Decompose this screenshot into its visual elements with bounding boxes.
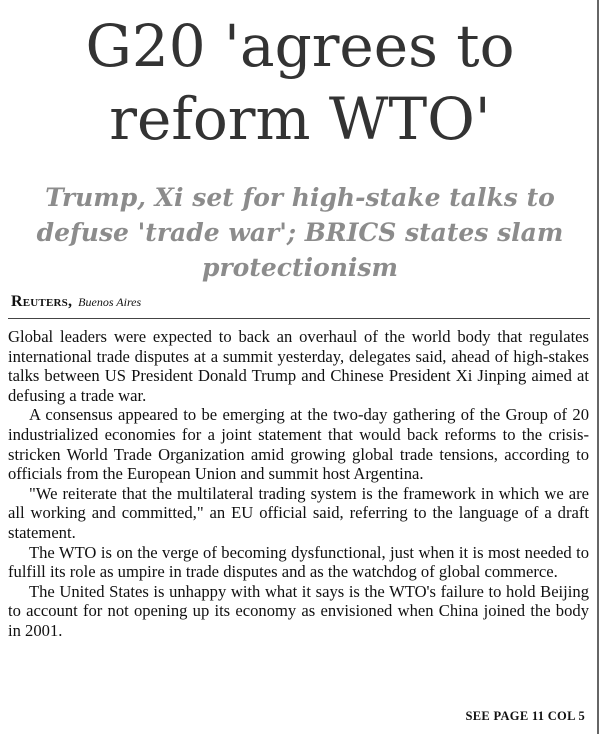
article-paragraph: Global leaders were expected to back an overhaul of the world body that regulates international trade disputes at a summit yesterday, delegates said, ahead of high-stakes talks between US President Donald Trump and Chinese President Xi Jinping aimed at defusing a trade war. xyxy=(8,327,589,405)
continuation-line: SEE PAGE 11 COL 5 xyxy=(465,709,585,723)
article-paragraph: The United States is unhappy with what it says is the WTO's failure to hold Beijing to account for not opening up its economy as envisioned when China joined the body in 2001. xyxy=(8,581,589,640)
byline-divider xyxy=(8,318,590,319)
article-paragraph: The WTO is on the verge of becoming dysfunctional, just when it is most needed to fulfill its role as umpire in trade disputes and as the watchdog of global commerce. xyxy=(8,542,589,582)
article-paragraph: "We reiterate that the multilateral trading system is the framework in which we are all working and committed," an EU official said, referring to the language of a draft statement. xyxy=(8,483,589,542)
article-paragraph: A consensus appeared to be emerging at the two-day gathering of the Group of 20 industrialized economies for a joint statement that would back reforms to the crisis-stricken World Trade Organization amid growing global trade tensions, according to officials from the European Union and summit host Argentina. xyxy=(8,405,589,484)
headline: G20 'agrees to reform WTO' xyxy=(85,12,515,153)
subheadline: Trump, Xi set for high-stake talks to defuse 'trade war'; BRICS states slam protectionism xyxy=(36,183,564,282)
column-divider xyxy=(597,0,599,734)
byline xyxy=(11,293,141,311)
byline-place: Buenos Aires xyxy=(78,295,142,309)
byline-agency: Reuters, xyxy=(11,293,73,310)
article-body xyxy=(8,327,589,641)
